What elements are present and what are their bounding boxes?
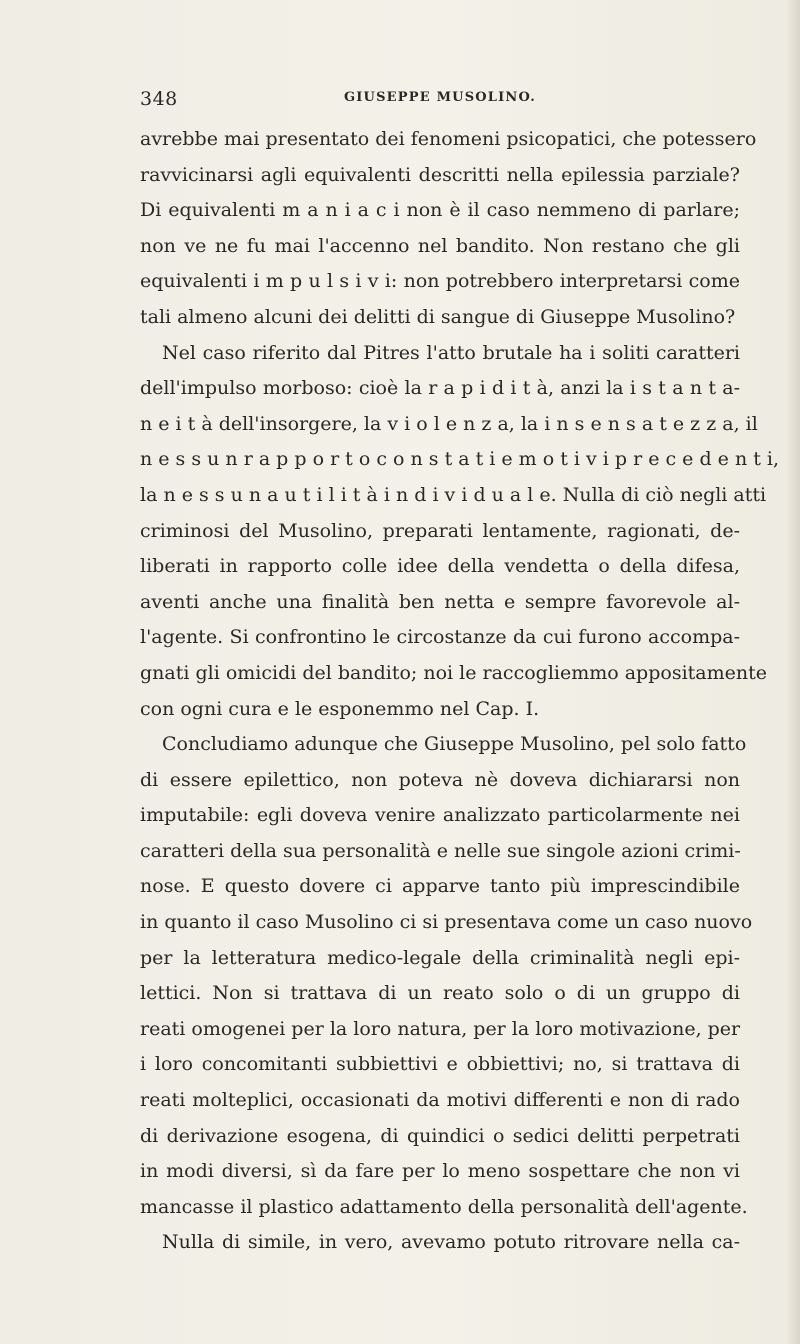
text-line: liberati in rapporto colle idee della vendetta o della difesa, (140, 555, 740, 578)
page-number: 348 (140, 88, 178, 110)
page-edge-shadow (786, 0, 800, 1344)
text-line: non ve ne fu mai l'accenno nel bandito. Non restano che gli (140, 234, 740, 257)
text-line: aventi anche una finalità ben netta e sempre favorevole al- (140, 590, 740, 613)
text-line: n e i t à dell'insorgere, la v i o l e n z a, la i n s e n s a t e z z a, il (140, 412, 758, 435)
text-line: reati omogenei per la loro natura, per la loro motivazione, per (140, 1017, 741, 1040)
text-line: lettici. Non si trattava di un reato solo o di un gruppo di (140, 982, 740, 1005)
text-line: dell'impulso morboso: cioè la r a p i d i t à, anzi la i s t a n t a- (140, 377, 740, 400)
page-header (140, 88, 740, 118)
text-line: imputabile: egli doveva venire analizzato particolarmente nei (140, 804, 740, 827)
text-line: Nel caso riferito dal Pitres l'atto brutale ha i soliti caratteri (162, 341, 740, 364)
body-text (140, 122, 780, 1261)
text-line: i loro concomitanti subbiettivi e obbiettivi; no, si trattava di (140, 1053, 740, 1076)
running-head: GIUSEPPE MUSOLINO. (343, 90, 537, 105)
text-line: criminosi del Musolino, preparati lentamente, ragionati, de- (140, 519, 740, 542)
text-line: n e s s u n r a p p o r t o c o n s t a t i e m o t i v i p r e c e d e n t i, (140, 448, 780, 471)
text-line: gnati gli omicidi del bandito; noi le raccogliemmo appositamente (140, 661, 767, 684)
text-line: l'agente. Si confrontino le circostanze da cui furono accompa- (140, 626, 740, 649)
text-line: con ogni cura e le esponemmo nel Cap. I. (140, 697, 540, 720)
text-line: di derivazione esogena, di quindici o sedici delitti perpetrati (140, 1124, 740, 1147)
text-line: mancasse il plastico adattamento della personalità dell'agente. (140, 1195, 748, 1218)
text-line: Di equivalenti m a n i a c i non è il caso nemmeno di parlare; (140, 199, 740, 222)
text-line: equivalenti i m p u l s i v i: non potrebbero interpretarsi come (140, 270, 740, 293)
text-line: di essere epilettico, non poteva nè doveva dichiararsi non (140, 768, 740, 791)
text-line: tali almeno alcuni dei delitti di sangue di Giuseppe Musolino? (140, 305, 736, 328)
text-line: in quanto il caso Musolino ci si presentava come un caso nuovo (140, 911, 753, 934)
text-line: Nulla di simile, in vero, avevamo potuto ritrovare nella ca- (162, 1231, 740, 1254)
text-line: Concludiamo adunque che Giuseppe Musolino, pel solo fatto (162, 733, 747, 756)
text-line: la n e s s u n a u t i l i t à i n d i v i d u a l e. Nulla di ciò negli atti (140, 483, 767, 506)
text-line: caratteri della sua personalità e nelle sue singole azioni crimi- (140, 839, 741, 862)
text-line: per la letteratura medico-legale della criminalità negli epi- (140, 946, 740, 969)
text-line: in modi diversi, sì da fare per lo meno sospettare che non vi (140, 1160, 740, 1183)
text-line: nose. E questo dovere ci apparve tanto più imprescindibile (140, 875, 740, 898)
text-line: avrebbe mai presentato dei fenomeni psicopatici, che potessero (140, 128, 757, 150)
text-line: ravvicinarsi agli equivalenti descritti nella epilessia parziale? (140, 163, 740, 186)
text-line: reati molteplici, occasionati da motivi differenti e non di rado (140, 1089, 740, 1112)
